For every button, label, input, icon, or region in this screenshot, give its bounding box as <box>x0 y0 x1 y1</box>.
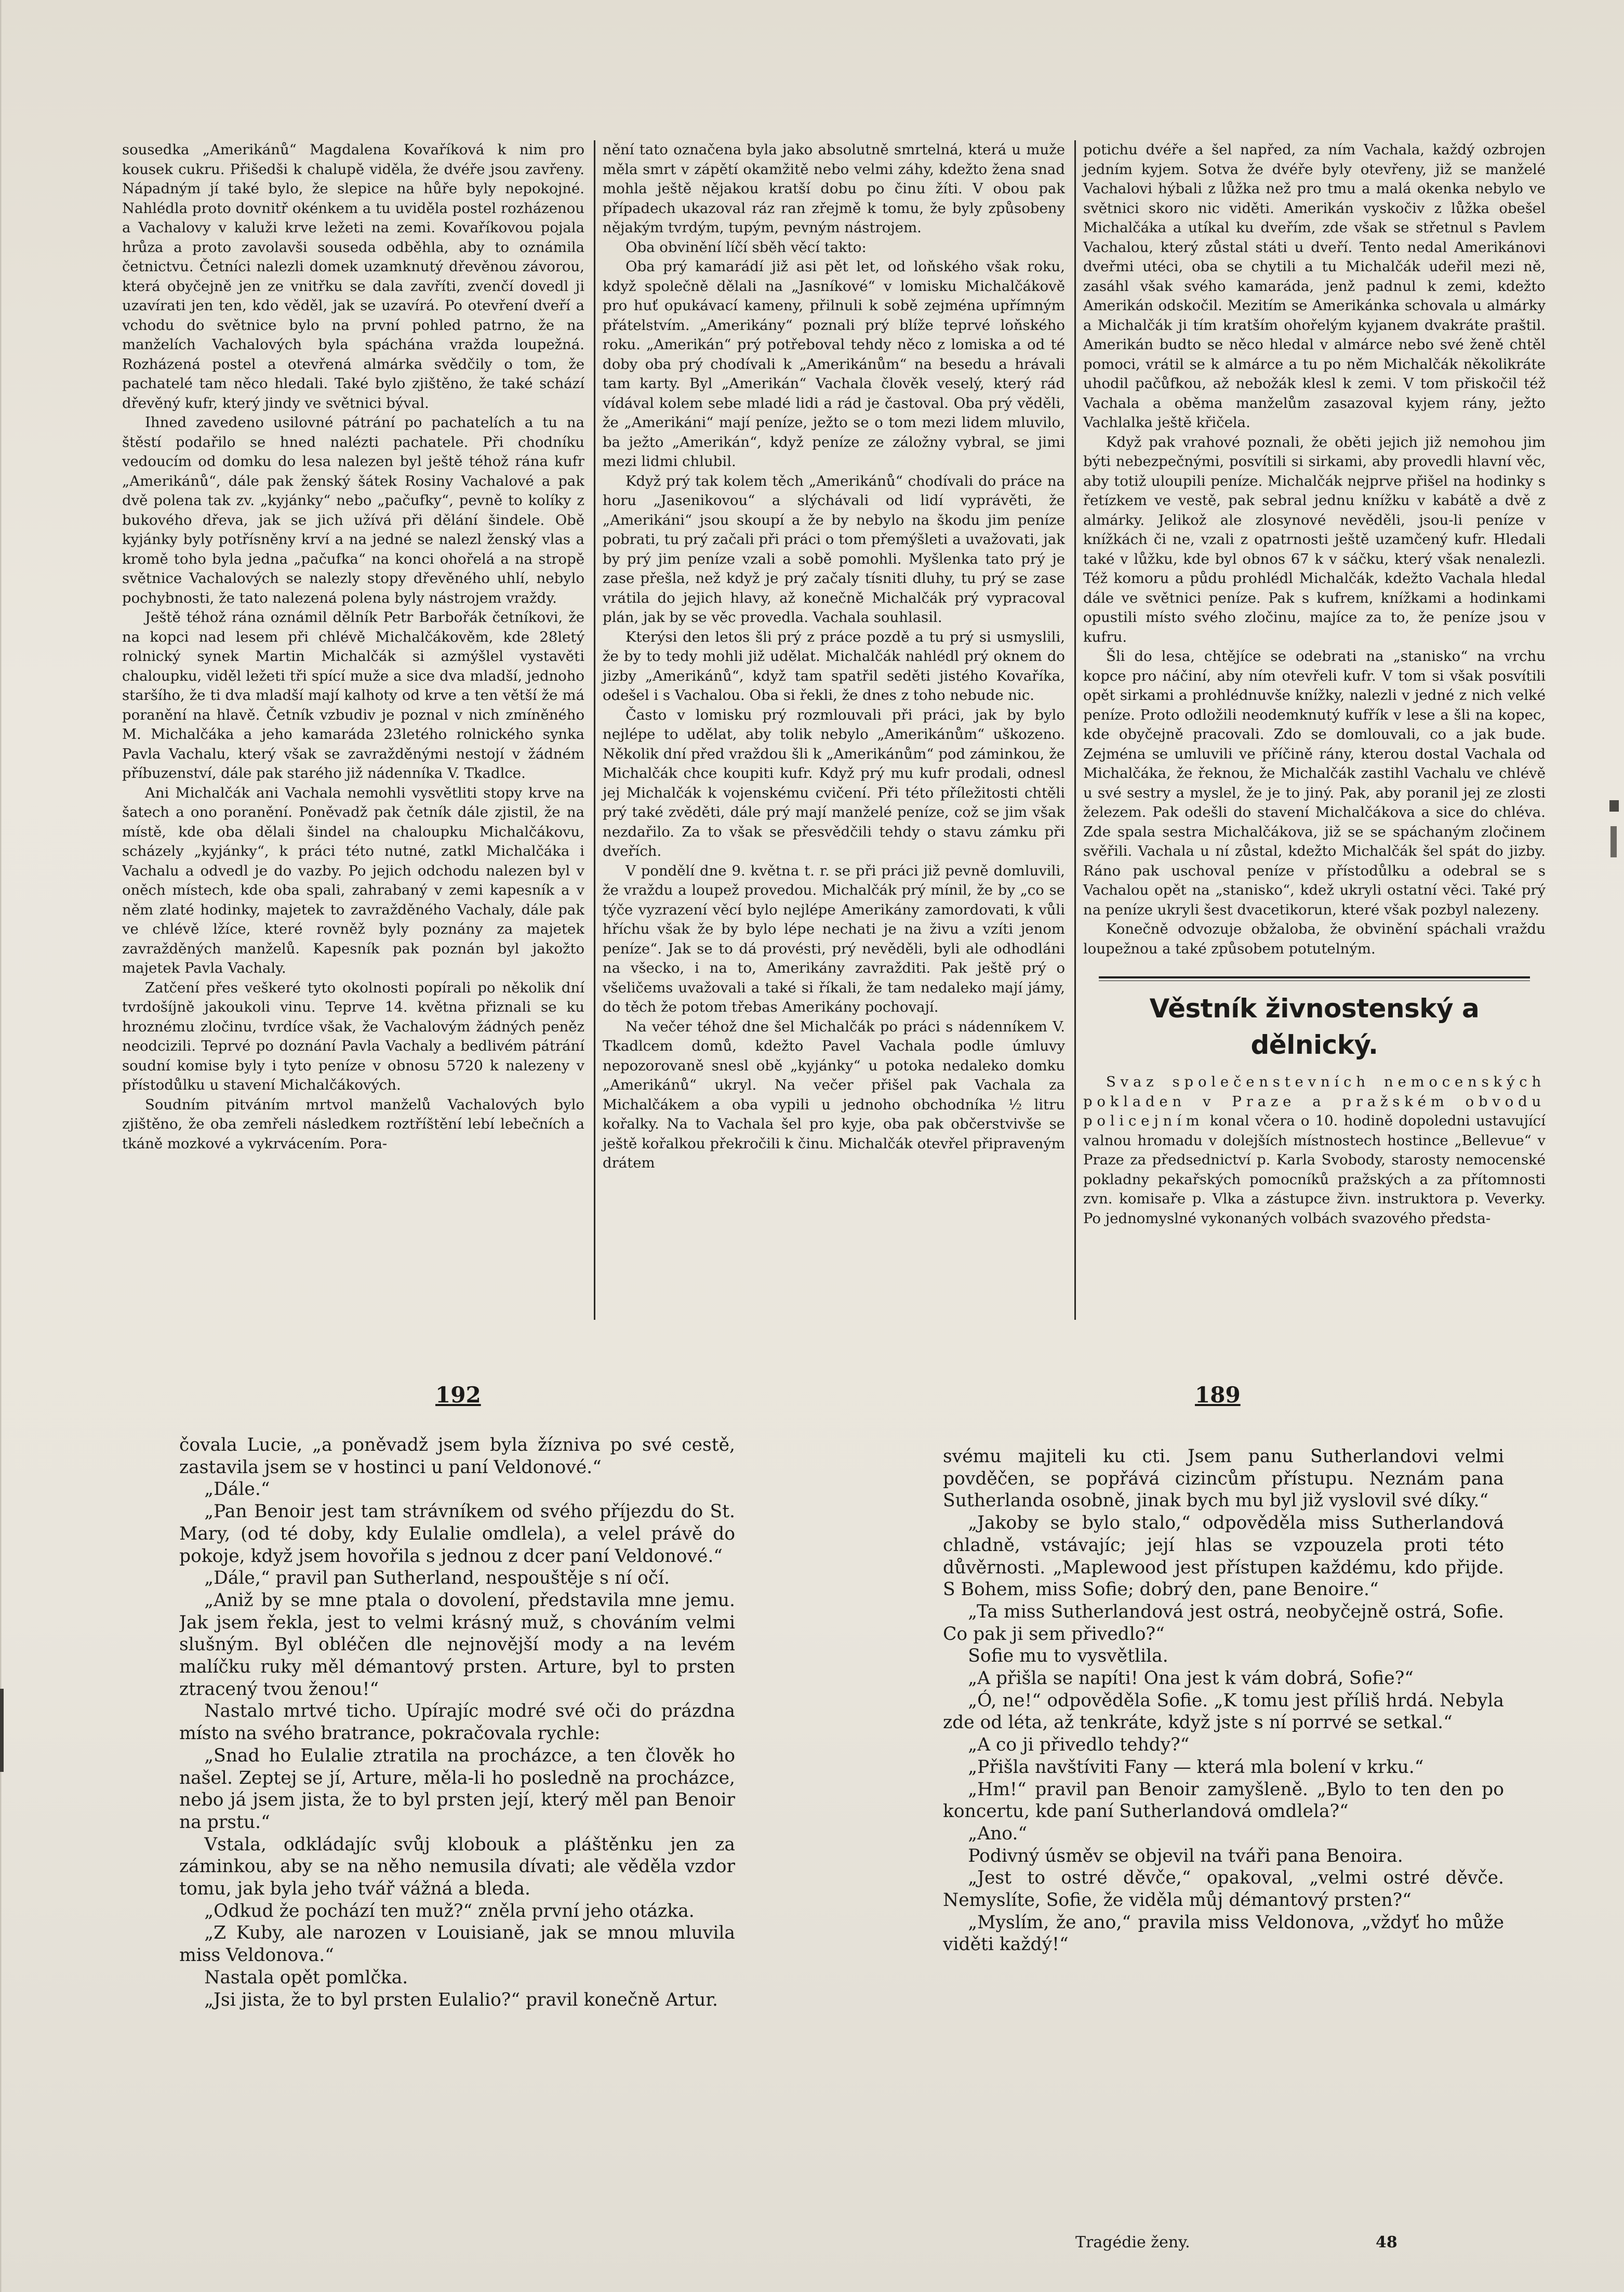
paragraph: Oba obvinění líčí sběh věcí takto: <box>625 239 867 256</box>
paragraph: „Ano.“ <box>968 1823 1028 1844</box>
paragraph: „Jakoby se bylo stalo,“ odpověděla miss Sutherlandová chladně, vstávajíc; její hlas se vzpouzela proti této důvěrnosti. „Maplewood jest přístupen každému, kdo přijde. S Bohem, miss Sofie; dobrý den, pane Benoire.“ <box>943 1513 1504 1600</box>
paragraph: „Dále.“ <box>204 1479 270 1500</box>
paragraph: Soudním pitváním mrtvol manželů Vachalových bylo zjištěno, že oba zemřeli následkem roztříštění lebí lebečních a tkáně mozkové a vykrvácením. Pora- <box>122 1096 584 1152</box>
section-text: konal včera o 10. hodině dopoledni ustavující valnou hromadu v dolejších místnostech hostince „Bellevue“ v Praze za předsednictví p. Karla Svobody, starosty nemocenské pokladny pekařských pomocníků pražských a za přítomnosti zvn. komisaře p. Vlka a zástupce živn. instruktora p. Veverky. Po jednomyslné vykonaných volbách svazového předsta- <box>1083 1112 1546 1227</box>
paragraph: Oba prý kamarádí již asi pět let, od loňského však roku, když společně dělali na „Jasníkové“ v lomisku Michalčákově pro huť opukávací kameny, přilnuli k sobě zejména upřímným přátelstvím. „Amerikány“ poznali prý blíže teprvé loňského roku. „Amerikán“ prý potřeboval tehdy něco z lomiska a od té doby oba prý chodívali k „Amerikánům“ na besedu a hrávali tam karty. Byl „Amerikán“ Vachala člověk veselý, který rád vídával kolem sebe mladé lidi a rád je častoval. Oba prý věděli, že „Amerikáni“ mají peníze, ježto se o tom mezi lidem mluvilo, ba ježto „Amerikán“, když peníze ze záložny vybral, se jimi mezi lidmi chlubil. <box>603 258 1065 470</box>
newspaper-clipping <box>122 140 1546 1320</box>
section-paragraph <box>1083 1072 1546 1228</box>
paragraph: Vstala, odkládajíc svůj klobouk a pláštěnku jen za záminkou, aby se na něho nemusila dívati; ale věděla vzdor tomu, jak byla jeho tvář vážná a bleda. <box>179 1834 735 1900</box>
paragraph: Když pak vrahové poznali, že oběti jejich již nemohou jim býti nebezpečnými, posvítili si sirkami, aby provedli hlavní věc, aby totiž uloupili peníze. Michalčák nejprve přišel na hodinky s řetízkem ve vestě, pak sebral jednu knížku v kabátě a dvě z almárky. Jelikož ale zlosynové nevěděli, jsou-li peníze v knížkách či ne, vzali z opatrnosti ještě uzamčený kufr. Hledali také v lůžku, kde byl obnos 67 k v sáčku, který však nenalezli. Též komoru a půdu prohlédl Michalčák, kdežto Vachala hledal dále ve světnici peníze. Pak s kufrem, knížkami a hodinkami opustili místo svého zločinu, majíce za to, že peníze jsou v kufru. <box>1083 433 1546 645</box>
paragraph: „Hm!“ pravil pan Benoir zamyšleně. „Bylo to ten den po koncertu, kde paní Sutherlandová omdlela?“ <box>943 1779 1504 1822</box>
paragraph: Zatčení přes veškeré tyto okolnosti popírali po několik dní tvrdošíjně jakoukoli vinu. Teprve 14. května přiznali se ku hroznému zločinu, tvrdíce však, že Vachalovým žádných peněz neodcizili. Teprvé po doznání Pavla Vachaly a bedlivém pátrání soudní komise byly i tyto peníze v obnosu 5720 k nalezeny v přístodůlku u stavení Michalčákových. <box>122 979 584 1093</box>
paragraph: nění tato označena byla jako absolutně smrtelná, která u muže měla smrt v zápětí okamžitě nebo velmi záhy, kdežto žena snad mohla ještě nějakou kratší dobu po činu žíti. V obou pak případech ukazoval ráz ran zřejmě k tomu, že byly způsobeny nějakým tvrdým, tupým, pevným nástrojem. <box>603 141 1065 236</box>
paragraph: Podivný úsměv se objevil na tváři pana Benoira. <box>968 1845 1403 1866</box>
right-edge-mark-2 <box>1610 826 1617 857</box>
right-edge-mark <box>1609 800 1619 812</box>
section-rule <box>1099 976 1530 981</box>
paragraph: Na večer téhož dne šel Michalčák po práci s nádenníkem V. Tkadlcem domů, kdežto Pavel Vachala podle úmluvy nepozorovaně snesl obě „kyjánky“ u potoka nedaleko domku „Amerikánů“ ukryl. Na večer přišel pak Vachala za Michalčákem a oba vypili u jednoho obchodníka ½ litru kořalky. Na to Vachala šel pro kyje, oba pak občerstvivše se ještě kořalkou překročili k činu. Michalčák otevřel připraveným drátem <box>603 1018 1065 1171</box>
newspaper-column-2 <box>594 140 1065 1320</box>
page-number-right: 189 <box>1195 1382 1241 1408</box>
paragraph: Ještě téhož rána oznámil dělník Petr Barbořák četníkovi, že na kopci nad lesem při chlévě Michalčákověm, kde 28letý rolnický synek Martin Michalčák si azmýšlel vystavěti chaloupku, viděl ležeti tři spící muže a sice dva mladší, jednoho staršího, že ti dva mladší mají kalhoty od krve a ten větší že má poranění na hlavě. Četník vzbudiv je poznal v nich zmíněného M. Michalčáka a jeho kamaráda 23letého rolnického synka Pavla Vachalu, který však se zavražděnými nestojí v žádném příbuzenství, dále pak starého již nádenníka V. Tkadlce. <box>122 609 584 781</box>
paragraph: Šli do lesa, chtějíce se odebrati na „stanisko“ na vrchu kopce pro náčiní, aby ním otevřeli kufr. V tom si však posvítili opět sirkami a prohlédnuvše knížky, nalezli v jedné z nich velké peníze. Proto odložili neodemknutý kufřík v lese a šli na kopec, kde obyčejně pracovali. Zdo se domlouvali, co a jak bude. Zejména se umluvili ve příčině rány, kterou dostal Vachala od Michalčáka, že řeknou, že Michalčák zastihl Vachalu ve chlévě u své sestry a myslel, že je to jiný. Pak, aby poranil jej ze zlosti železem. Pak odešli do stavení Michalčákova a sice do chléva. Zde spala sestra Michalčákova, již se se spáchaným zločinem svěřili. Vachala u ní zůstal, kdežto Michalčák šel spát do jizby. Ráno pak uschoval peníze v přístodůlku a odebral se s Vachalou opět na „stanisko“, kdež ukryli ostatní věci. Také prý na peníze ukryli šest dvacetikorun, které však pozbyl nalezeny. <box>1083 648 1546 918</box>
paragraph: „Myslím, že ano,“ pravila miss Veldonova, „vždyť ho může viděti každý!“ <box>943 1912 1504 1955</box>
paragraph: „Snad ho Eulalie ztratila na procházce, a ten člověk ho našel. Zeptej se jí, Arture, měla-li ho posledně na procházce, nebo já jsem jista, že to byl prsten její, který měl pan Benoir na prstu.“ <box>179 1745 735 1833</box>
paragraph: Ihned zavedeno usilovné pátrání po pachatelích a tu na štěstí podařilo se hned nalézti pachatele. Při chodníku vedoucím od domku do lesa nalezen byl ještě téhož rána kufr „Amerikánů“, dále pak ženský šátek Rosiny Vachalové a pak dvě polena tak zv. „kyjánky“ nebo „pačufky“, pevně to kolíky z bukového dřeva, jak se jich užívá při dělání šindele. Obě kyjánky byly potřísněny krví a na jedné se nalezl ženský vlas a kromě toho byla jedna „pačufka“ na konci ohořelá a na stropě světnice Vachalových se nalezly stopy dřevěného uhlí, nebylo pochybnosti, že tato nalezená polena byly nástrojem vraždy. <box>122 414 584 606</box>
paragraph: potichu dvéře a šel napřed, za ním Vachala, každý ozbrojen jedním kyjem. Sotva že dvéře byly otevřeny, již se manželé Vachalovi hýbali z lůžka než pro tmu a malá okenka nebylo ve světnici skoro nic viděti. Amerikán vyskočiv z lůžka obešel Michalčáka a utíkal ku dveřím, zde však se střetnul s Pavlem Vachalou, který zůstal státi u dveří. Tento nedal Amerikánovi dveřmi utéci, oba se chytili a tu Michalčák udeřil mezi ně, zasáhl však svého kamaráda, jenž padnul k zemi, kdežto Amerikán odskočil. Mezitím se Amerikánka schovala u almárky a Michalčák ji tím kratším ohořelým kyjanem dvakráte praštil. Amerikán budto se něco hledal v almárce nebo své ženě chtěl pomoci, vrátil se k almárce a tu po něm Michalčák několikráte uhodil pačůfkou, až nebožák klesl k zemi. V tom přiskočil též Vachala a oběma manželům zasazoval kyjem rány, ježto Vachlalka ještě křičela. <box>1083 141 1546 431</box>
newspaper-column-3 <box>1074 140 1546 1320</box>
paragraph: „Přišla navštíviti Fany — která mla bolení v krku.“ <box>968 1756 1424 1778</box>
page-number-left: 192 <box>435 1382 481 1408</box>
book-page-right <box>943 1446 1504 2220</box>
paragraph: „Jsi jista, že to byl prsten Eulalio?“ pravil konečně Artur. <box>204 1989 718 2010</box>
paragraph: Často v lomisku prý rozmlouvali při práci, jak by bylo nejlépe to udělat, aby tolik nebylo „Amerikánům“ uškozeno. Několik dní před vraždou šli k „Amerikánům“ pod záminkou, že Michalčák chce koupiti kufr. Když prý mu kufr prodali, odnesl jej Michalčák k vojenskému cvičení. Při této příležitosti chtěli prý také zvěděti, dále prý mají manželé peníze, což se jim však nezdařilo. Za to však se přesvědčili tehdy o stavu zámku při dveřích. <box>603 706 1065 859</box>
paragraph: „Ó, ne!“ odpověděla Sofie. „K tomu jest příliš hrdá. Nebyla zde od léta, až tenkráte, když jste s ní porrvé se setkal.“ <box>943 1690 1504 1733</box>
book-page-left <box>179 1434 735 2245</box>
paragraph: V pondělí dne 9. května t. r. se při práci již pevně domluvili, že vraždu a loupež provedou. Michalčák prý mínil, že by „co se týče vyzrazení věcí bylo nejlépe Amerikány zamordovati, k vůli hříchu však že by bylo lépe nechati je na živu a vzíti jenom peníze“. Jak se to dá provésti, prý nevěděli, byli ale odhodláni na všecko, i na to, Amerikány zavražditi. Pak ještě prý o všeličems uvažovali a také si říkali, že tam nedaleko mají jámy, do těch že potom třebas Amerikány pochovají. <box>603 862 1065 1015</box>
paragraph: „Odkud že pochází ten muž?“ zněla první jeho otázka. <box>204 1900 695 1922</box>
book-footer-title: Tragédie ženy. <box>1075 2233 1190 2251</box>
paragraph: Sofie mu to vysvětlila. <box>968 1646 1168 1667</box>
paragraph: Když prý tak kolem těch „Amerikánů“ chodívali do práce na horu „Jasenikovou“ a slýchávali od lidí vyprávěti, že „Amerikáni“ jsou skoupí a že by nebylo na škodu jim peníze pobrati, tu prý začali při práci o tom přemýšleti a uvažovati, jak by prý jim peníze vzali a sobě pomohli. Myšlenka tato prý je zase přešla, než když je prý začaly tísniti dluhy, tu prý se zase vrátila do jejich hlavy, až konečně Michalčák prý vypracoval plán, jak by se věc provedla. Vachala souhlasil. <box>603 472 1065 626</box>
paragraph: „A co ji přivedlo tehdy?“ <box>968 1734 1190 1756</box>
spaced-lead: Svaz společenstevních nemocenských pokladen v Praze a pražském obvodu policejním <box>1083 1074 1546 1129</box>
paragraph: „Dále,“ pravil pan Sutherland, nespouštěje s ní očí. <box>204 1568 670 1589</box>
paragraph: „Ta miss Sutherlandová jest ostrá, neobyčejně ostrá, Sofie. Co pak ji sem přivedlo?“ <box>943 1601 1504 1645</box>
left-edge-mark <box>0 1689 4 1772</box>
paragraph: „Z Kuby, ale narozen v Louisianě, jak se mnou mluvila miss Veldonova.“ <box>179 1923 735 1966</box>
paragraph: Nastala opět pomlčka. <box>204 1967 408 1988</box>
section-heading: Věstník živnostenský a dělnický. <box>1149 993 1480 1060</box>
book-footer-number: 48 <box>1376 2233 1397 2251</box>
paragraph: Konečně odvozuje obžaloba, že obvinění spáchali vraždu loupežnou a také způsobem potutelným. <box>1083 921 1546 957</box>
paragraph: čovala Lucie, „a poněvadž jsem byla žízniva po své cestě, zastavila jsem se v hostinci u paní Veldonové.“ <box>179 1435 735 1478</box>
paragraph: Ani Michalčák ani Vachala nemohli vysvětliti stopy krve na šatech a ono poranění. Poněvadž pak četník dále zjistil, že na místě, kde oba dělali šindel na chaloupku Michalčákovu, scházely „kyjánky“, k práci této nutné, zatkl Michalčáka i Vachalu a odvedl je do vazby. Po jejich odchodu nalezen byl v oněch místech, kde oba spali, zahrabaný v zemi kapesník a v něm zlaté hodinky, majetek to zavražděného Vachaly, dále pak ve chlévě lžíce, které rovněž byly poznány za majetek zavražděných manželů. Kapesník pak poznán byl jakožto majetek Pavla Vachaly. <box>122 784 584 976</box>
paragraph: „Aniž by se mne ptala o dovolení, představila mne jemu. Jak jsem řekla, jest to velmi krásný muž, s chováním velmi slušným. Byl obléčen dle nejnovější mody a na levém malíčku ruky měl démantový prsten. Arture, byl to prsten ztracený tvou ženou!“ <box>179 1589 735 1700</box>
paragraph: „Pan Benoir jest tam strávníkem od svého příjezdu do St. Mary, (od té doby, kdy Eulalie omdlela), a velel právě do pokoje, když jsem hovořila s jednou z dcer paní Veldonové.“ <box>179 1501 735 1567</box>
paragraph: svému majiteli ku cti. Jsem panu Sutherlandovi velmi povděčen, se popřává cizincům přístupu. Neznám pana Sutherlanda osobně, jinak bych mu byl již vyslovil své díky.“ <box>943 1446 1504 1512</box>
paragraph: Nastalo mrtvé ticho. Upírajíc modré své oči do prázdna místo na svého bratrance, pokračovala rychle: <box>179 1701 735 1744</box>
paragraph: „A přišla se napíti! Ona jest k vám dobrá, Sofie?“ <box>968 1668 1414 1689</box>
paragraph: „Jest to ostré děvče,“ opakoval, „velmi ostré děvče. Nemyslíte, Sofie, že viděla můj démantový prsten?“ <box>943 1867 1504 1911</box>
newspaper-column-1 <box>122 140 584 1320</box>
paragraph: sousedka „Amerikánů“ Magdalena Kovaříková k nim pro kousek cukru. Přišedši k chalupě viděla, že dvéře jsou zavřeny. Nápadným jí také bylo, že slepice na hůře byly nepokojné. Nahlédla proto dovnitř okénkem a tu uviděla postel rozházenou a Vachalovy v kaluži krve ležeti na zemi. Kovaříkovou pojala hrůza a proto zavolavši souseda odběhla, aby to oznámila četnictvu. Četníci nalezli domek uzamknutý dřevěnou závorou, která obyčejně jen ze vnitřku se dala zavříti, zvenčí dovedl ji uzavírati jen ten, kdo věděl, jak se uzavírá. Po otevření dveří a vchodu do světnice bylo na první pohled patrno, že na manželích Vachalových byla spáchána vražda loupežná. Rozházená postel a otevřená almárka svědčily o tom, že pachatelé tam něco hledali. Také bylo zjištěno, že také schází dřevěný kufr, který jindy ve světnici býval. <box>122 141 584 412</box>
paragraph: Kterýsi den letos šli prý z práce pozdě a tu prý si usmyslili, že by to tedy mohli již udělat. Michalčák nahlédl prý oknem do jizby „Amerikánů“, když tam spatřil seděti jistého Kovaříka, odešel i s Vachalou. Oba si řekli, že dnes z toho nebude nic. <box>603 628 1065 704</box>
